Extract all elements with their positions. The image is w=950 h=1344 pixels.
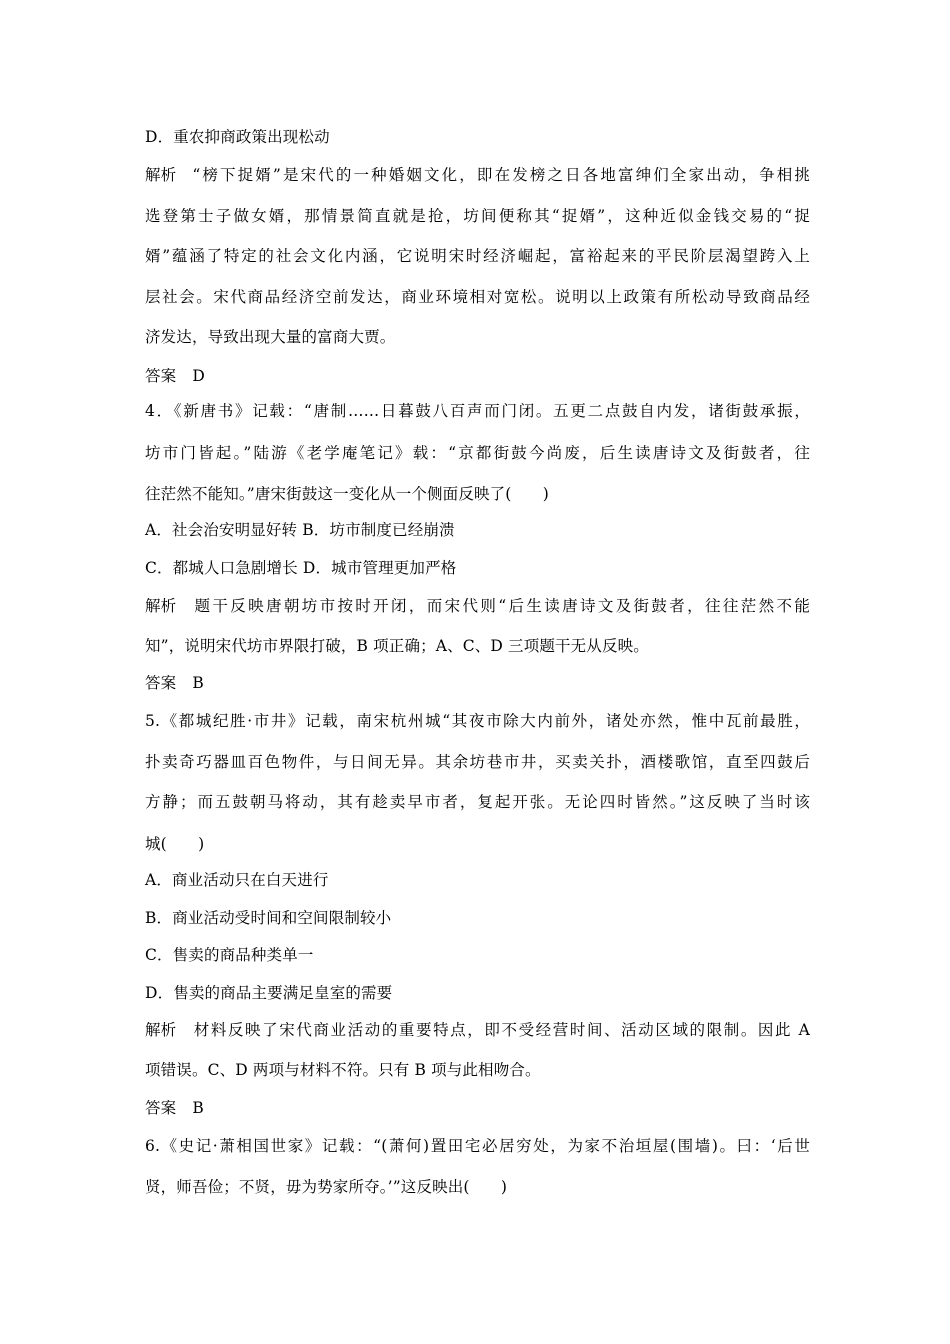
text-line: 项错误。C、D 两项与材料不符。只有 B 项与此相吻合。 (145, 1061, 541, 1079)
answer-line (145, 1098, 810, 1118)
option-line: B．商业活动受时间和空间限制较小 (145, 909, 392, 927)
option-line: C．都城人口急剧增长 D．城市管理更加严格 (145, 559, 457, 577)
option-line: A．商业活动只在白天进行 (145, 871, 329, 889)
answer-value: B (192, 1099, 204, 1117)
answer-line (145, 673, 810, 693)
text-line: 婿”蕴涵了特定的社会文化内涵，它说明宋时经济崛起，富裕起来的平民阶层渴望跨入上 (145, 247, 810, 265)
answer-label: 答案 (145, 674, 177, 692)
answer-value: D (192, 367, 205, 385)
analysis-line: 解析 “榜下捉婿”是宋代的一种婚姻文化，即在发榜之日各地富绅们全家出动，争相挑 (145, 166, 810, 184)
text-line: 选登第士子做女婿，那情景简直就是抢，坊间便称其“捉婿”，这种近似金钱交易的“捉 (145, 207, 810, 225)
answer-line (145, 366, 810, 386)
text-line: 城( ) (145, 835, 205, 853)
text-line: 坊市门皆起。”陆游《老学庵笔记》载：“京都街鼓今尚废，后生读唐诗文及街鼓者，往 (145, 444, 810, 462)
text-line: 方静；而五鼓朝马将动，其有趁卖早市者，复起开张。无论四时皆然。”这反映了当时该 (145, 793, 810, 811)
question-4-line: 4．《新唐书》记载：“唐制……日暮鼓八百声而门闭。五更二点鼓自内发，诸街鼓承振， (145, 402, 810, 420)
text-line: 贤，师吾俭；不贤，毋为势家所夺。’”这反映出( ) (145, 1178, 508, 1196)
text-line: 扑卖奇巧器皿百色物件，与日间无异。其余坊巷市井，买卖关扑，酒楼歌馆，直至四鼓后 (145, 753, 810, 771)
analysis-label: 解析 (145, 597, 177, 615)
question-6-line: 6.《史记·萧相国世家》记载：“(萧何)置田宅必居穷处，为家不治垣屋(围墙)。曰：‘后世 (145, 1137, 810, 1155)
analysis-line: 解析 题干反映唐朝坊市按时开闭，而宋代则“后生读唐诗文及街鼓者，往往茫然不能 (145, 597, 810, 615)
answer-label: 答案 (145, 1099, 177, 1117)
option-line: A．社会治安明显好转 B．坊市制度已经崩溃 (145, 521, 455, 539)
analysis-label: 解析 (145, 166, 177, 184)
option-line: D．售卖的商品主要满足皇室的需要 (145, 984, 393, 1002)
text-line: 层社会。宋代商品经济空前发达，商业环境相对宽松。说明以上政策有所松动导致商品经 (145, 288, 810, 306)
option-line: C．售卖的商品种类单一 (145, 946, 314, 964)
answer-label: 答案 (145, 367, 177, 385)
option-d-line: D．重农抑商政策出现松动 (145, 128, 330, 146)
question-5-line: 5.《都城纪胜·市井》记载，南宋杭州城“其夜市除大内前外，诸处亦然，惟中瓦前最胜， (145, 712, 810, 730)
answer-value: B (192, 674, 204, 692)
analysis-line: 解析 材料反映了宋代商业活动的重要特点，即不受经营时间、活动区域的限制。因此 A (145, 1021, 810, 1039)
text-line: 知”，说明宋代坊市界限打破，B 项正确；A、C、D 三项题干无从反映。 (145, 637, 649, 655)
text-line: 济发达，导致出现大量的富商大贾。 (145, 328, 396, 346)
text-line: 往茫然不能知。”唐宋街鼓这一变化从一个侧面反映了( ) (145, 485, 549, 503)
analysis-label: 解析 (145, 1021, 177, 1039)
